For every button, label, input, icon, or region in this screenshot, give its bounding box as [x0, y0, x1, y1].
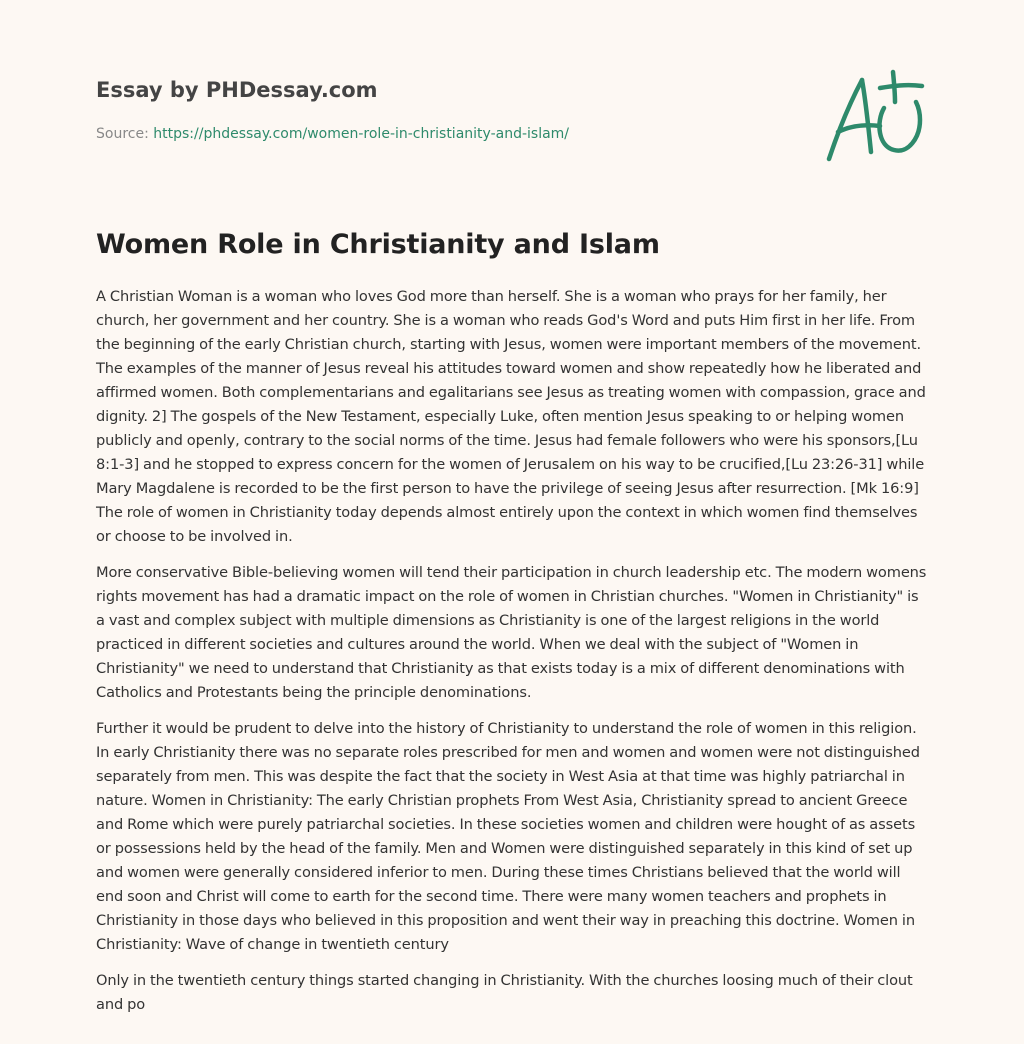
site-brand: Essay by PHDessay.com [96, 78, 378, 102]
essay-paragraph: More conservative Bible-believing women will tend their participation in church leadership etc. The modern womens rights movement has had a dramatic impact on the role of women in Christian churches. "Women in Christianity" is a vast and complex subject with multiple dimensions as Christianity is one of the largest religions in the world practiced in different societies and cultures around the world. When we deal with the subject of "Women in Christianity" we need to understand that Christianity as that exists today is a mix of different denominations with Catholics and Protestants being the principle denominations. [96, 564, 927, 701]
essay-paragraph: A Christian Woman is a woman who loves God more than herself. She is a woman who prays for her family, her church, her government and her country. She is a woman who reads God's Word and puts Him first in her life. From the beginning of the early Christian church, starting with Jesus, women were important members of the movement. The examples of the manner of Jesus reveal his attitudes toward women and show repeatedly how he liberated and affirmed women. Both complementarians and egalitarians see Jesus as treating women with compassion, grace and dignity. 2] The gospels of the New Testament, especially Luke, often mention Jesus speaking to or helping women publicly and openly, contrary to the social norms of the time. Jesus had female followers who were his sponsors,[Lu 8:1-3] and he stopped to express concern for the women of Jerusalem on his way to be crucified,[Lu 23:26-31] while Mary Magdalene is recorded to be the first person to have the privilege of seeing Jesus after resurrection. [Mk 16:9] The role of women in Christianity today depends almost entirely upon the context in which women find themselves or choose to be involved in. [96, 288, 926, 545]
essay-header [96, 76, 796, 144]
source-label: Source: [96, 126, 154, 142]
source-line [96, 124, 796, 144]
essay-paragraph: Only in the twentieth century things started changing in Christianity. With the churches loosing much of their clout and po [96, 972, 913, 1013]
source-link[interactable]: https://phdessay.com/women-role-in-christianity-and-islam/ [153, 126, 570, 142]
a-plus-logo [822, 68, 926, 164]
essay-body [96, 285, 928, 1029]
essay-title: Women Role in Christianity and Islam [96, 229, 660, 260]
a-plus-logo-icon [822, 68, 926, 164]
essay-paragraph: Further it would be prudent to delve into the history of Christianity to understand the role of women in this religion. In early Christianity there was no separate roles prescribed for men and women and women were not distinguished separately from men. This was despite the fact that the society in West Asia at that time was highly patriarchal in nature. Women in Christianity: The early Christian prophets From West Asia, Christianity spread to ancient Greece and Rome which were purely patriarchal societies. In these societies women and children were hought of as assets or possessions held by the head of the family. Men and Women were distinguished separately in this kind of set up and women were generally considered inferior to men. During these times Christians believed that the world will end soon and Christ will come to earth for the second time. There were many women teachers and prophets in Christianity in those days who believed in this proposition and went their way in preaching this doctrine. Women in Christianity: Wave of change in twentieth century [96, 720, 920, 953]
